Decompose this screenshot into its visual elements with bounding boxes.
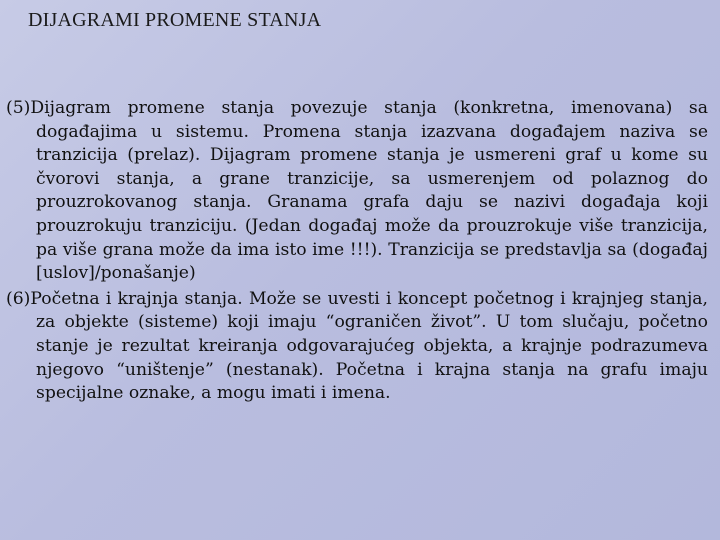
slide-title: DIJAGRAMI PROMENE STANJA [28, 9, 322, 31]
paragraph-5 [6, 97, 708, 286]
slide-body [6, 97, 708, 408]
paragraph-text: Početna i krajnja stanja. Može se uvesti i koncept početnog i krajnjeg stanja, za objekte (sisteme) koji imaju “ograničen život”. U tom slučaju, početno stanje je rezultat kreiranja odgovarajućeg objekta, a krajnje podrazumeva njegovo “uništenje” (nestanak). Početna i krajna stanja na grafu imaju specijalne oznake, a mogu imati i imena. [30, 288, 708, 404]
paragraph-6 [6, 288, 708, 406]
paragraph-number: (5) [6, 98, 31, 118]
paragraph-number: (6) [6, 288, 31, 309]
paragraph-text: Dijagram promene stanja povezuje stanja (konkretna, imenovana) sa događajima u sistemu. Promena stanja izazvana događajem naziva se tranzicija (prelaz). Dijagram promene stanja je usmereni graf u kome su čvorovi stanja, a grane tranzicije, sa usmerenjem od polaznog do prouzrokovanog stanja. Granama grafa daju se nazivi događaja koji prouzrokuju tranziciju. (Jedan događaj može da prouzrokuje više tranzicija, pa više grana može da ima isto ime !!!). Tranzicija se predstavlja sa (događaj [uslov]/ponašanje) [30, 98, 708, 284]
